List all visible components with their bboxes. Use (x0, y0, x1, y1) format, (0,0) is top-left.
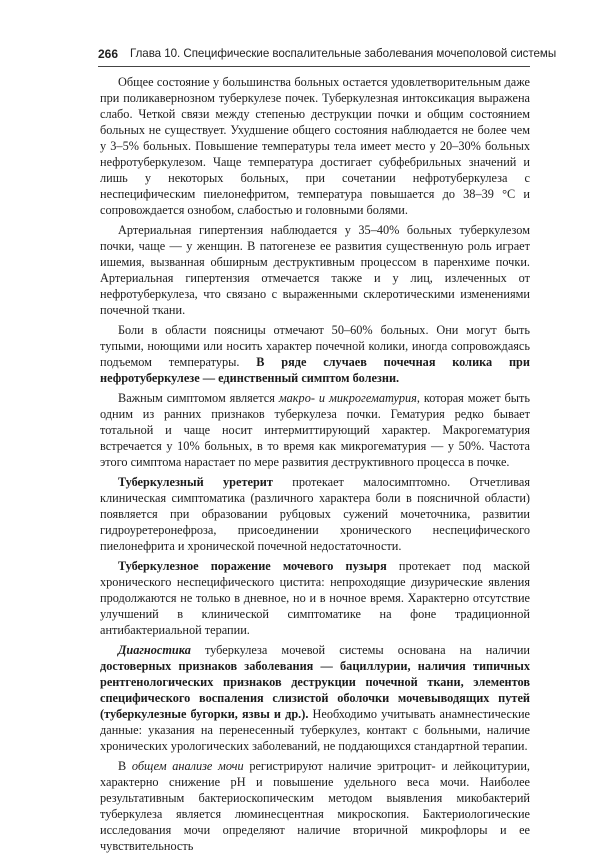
paragraph (100, 74, 530, 218)
header-divider (98, 66, 530, 67)
text-span: достоверных признаков заболевания — бациллурии, наличия типичных рентгенологических признаков деструкции почечной ткани, элементов специфического воспаления слизистой оболочки мочевыводящих путей (туберкулезные бугорки, язвы и др.). (100, 659, 530, 721)
text-span: регистрируют наличие эритроцит- и лейкоцитурии, характерно снижение pH и повышение удельного веса мочи. Наиболее результативным бактериоскопическим методом выявления микобактерий туберкулеза является люминесцентная микроскопия. Бактериологические исследования мочи определяют наличие вторичной микрофлоры и ее чувствительность (100, 759, 530, 853)
text-span: Боли в области поясницы отмечают 50–60% больных. Они могут быть тупыми, ноющими или носить характер почечной колики, иногда сопровождаясь подъемом температуры. (100, 323, 530, 369)
text-span: туберкулеза мочевой системы основана на наличии (190, 643, 530, 657)
paragraph (100, 390, 530, 470)
body-text (100, 74, 530, 858)
paragraph (100, 642, 530, 754)
page-number: 266 (98, 47, 119, 61)
text-span: Диагностика (118, 643, 191, 657)
paragraph (100, 222, 530, 318)
text-span: В (118, 759, 132, 773)
paragraph (100, 322, 530, 386)
text-span: , которая может быть одним из ранних признаков туберкулеза почки. Гематурия редко бывает тотальной и чаще носит интермиттирующий характер. Макрогематурия встречается у 10% больных, в то время как микрогематурия — у 50%. Частота этого симптома нарастает по мере развития деструктивного процесса в почке. (100, 391, 531, 469)
text-span: протекает под маской хронического неспецифического цистита: непроходящие дизурические явления продолжаются не только в дневное, но и в ночное время. Характерно отсутствие улучшений в клинической симптоматике на фоне традиционной антибактериальной терапии. (100, 559, 530, 637)
text-span: Важным симптомом является (118, 391, 279, 405)
text-span: Туберкулезный уретерит (118, 475, 273, 489)
text-span: Необходимо учитывать анамнестические данные: указания на перенесенный туберкулез, контакт с больными, наличие хронических урологических заболеваний, не поддающихся стандартной терапии. (100, 707, 530, 753)
paragraph (100, 758, 530, 854)
text-span: макро- и микрогематурия (278, 391, 417, 405)
text-span: Туберкулезное поражение мочевого пузыря (118, 559, 387, 573)
paragraph (100, 474, 530, 554)
chapter-title: Глава 10. Специфические воспалительные заболевания мочеполовой системы (130, 47, 557, 60)
text-span: Общее состояние у большинства больных остается удовлетворительным даже при поликавернозном туберкулезе почек. Туберкулезная интоксикация выражена слабо. Четкой связи между степенью деструкции почки и общим состоянием больных не существует. Ухудшение общего состояния наблюдается не более чем у 3–5% больных. Повышение температуры тела имеет место у 20–30% больных нефротуберкулезом. Чаще температура достигает субфебрильных значений и лишь у некоторых больных, при сочетании нефротуберкулеза с неспецифическим пиелонефритом, температура повышается до 38–39 °С и сопровождается ознобом, слабостью и головными болями. (100, 75, 530, 217)
text-span: В ряде случаев почечная колика при нефротуберкулезе — единственный симптом болезни. (100, 355, 530, 385)
text-span: общем анализе мочи (131, 759, 244, 773)
running-header (98, 45, 557, 63)
text-span: протекает малосимптомно. Отчетливая клиническая симптоматика (различного характера боли в поясничной области) появляется при образовании рубцовых сужений мочеточника, развитии гидроуретеронефроза, присоединении хронического неспецифического пиелонефрита и хронической почечной недостаточности. (100, 475, 530, 553)
text-span: Артериальная гипертензия наблюдается у 35–40% больных туберкулезом почки, чаще — у женщин. В патогенезе ее развития существенную роль играет ишемия, вызванная обширным деструктивным процессом в паренхиме почки. Артериальная гипертензия отмечается также и у лиц, излеченных от нефротуберкулеза, что связано с выраженными склеротическими изменениями почечной ткани. (100, 223, 530, 317)
paragraph (100, 558, 530, 638)
